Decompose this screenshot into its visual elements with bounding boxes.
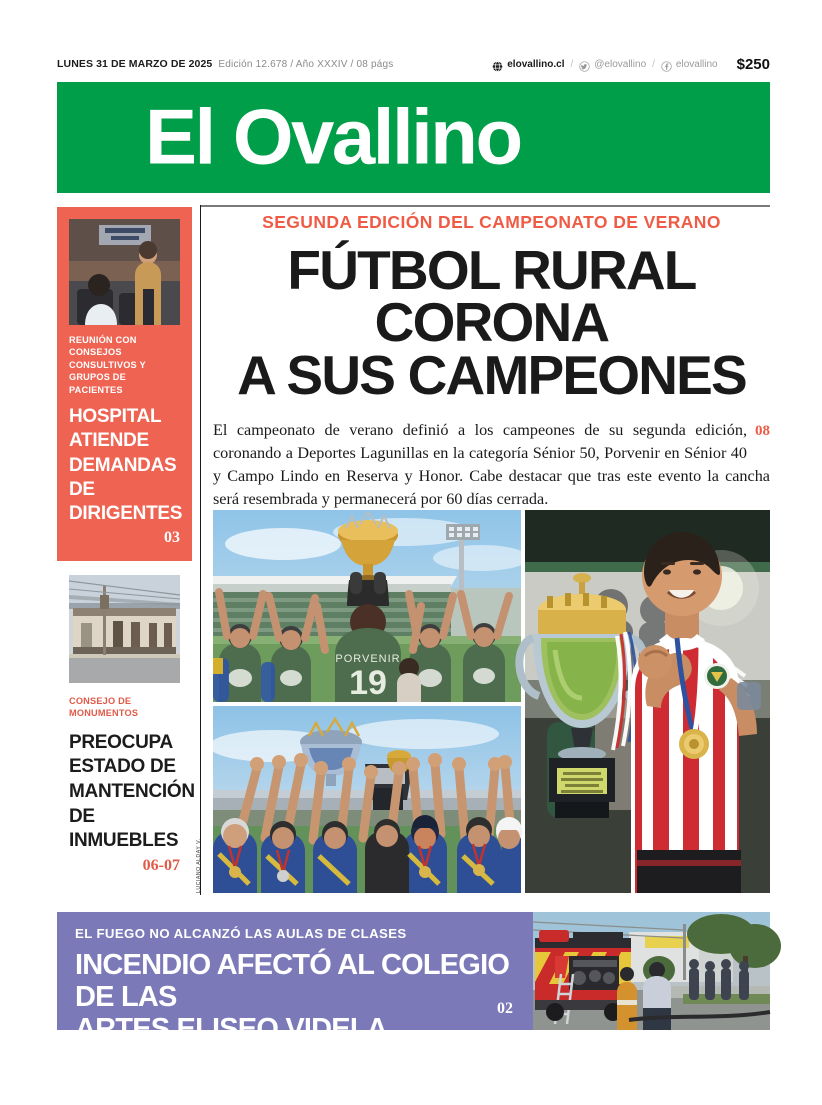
- banner-headline: [75, 950, 515, 1078]
- issue-info: [57, 58, 394, 70]
- sidebar-item-hospital[interactable]: [57, 207, 192, 561]
- main-lead-text: El campeonato de verano definió a los campeones de su segunda edición, coronando a Deportes Lagunillas en la categoría Sénior 50, Porvenir en Sénior 40 y Campo Lindo en Reserva y Honor. Cabe destacar que tras este evento la cancha será resembrada y permanecerá por 60 días cerrada.: [213, 420, 770, 508]
- main-headline: [213, 239, 770, 406]
- photo-credit: LUCIANO ALDAY V.: [196, 838, 202, 893]
- facebook-handle: elovallino: [675, 58, 718, 70]
- main-photo-montage: [196, 510, 770, 893]
- svg-text:PORVENIR: PORVENIR: [335, 653, 401, 665]
- sidebar-item-monumentos[interactable]: [57, 561, 195, 885]
- globe-icon: [492, 59, 503, 70]
- banner-text-block: [57, 912, 533, 1077]
- main-kicker: SEGUNDA EDICIÓN DEL CAMPEONATO DE VERANO: [262, 212, 721, 232]
- sidebar-page-hospital: 03: [164, 528, 180, 546]
- main-headline-line1: FÚTBOL RURAL CORONA: [287, 239, 696, 354]
- main-lead-paragraph: [213, 419, 770, 511]
- masthead: [57, 82, 770, 193]
- sidebar-kicker-monumentos: CONSEJO DE MONUMENTOS: [69, 695, 139, 719]
- banner-headline-line1: INCENDIO AFECTÓ AL COLEGIO DE LAS: [75, 949, 510, 1013]
- sidebar-photo-building: [69, 575, 180, 683]
- facebook-icon: [661, 59, 672, 70]
- sidebar-photo-meeting: [69, 219, 180, 325]
- banner-headline-line2: ARTES ELISEO VIDELA JORQUERA: [75, 1012, 386, 1077]
- social-links: [492, 56, 770, 73]
- twitter-link[interactable]: [579, 59, 646, 70]
- banner-photo-firetruck: [533, 912, 770, 1030]
- website-label: elovallino.cl: [507, 58, 565, 70]
- cover-price: $250: [736, 55, 770, 73]
- sidebar: [57, 207, 195, 885]
- bottom-banner-story[interactable]: [57, 912, 770, 1077]
- column-divider: [200, 205, 201, 895]
- banner-page-number: 02: [497, 1000, 513, 1017]
- svg-text:19: 19: [349, 664, 387, 702]
- sidebar-headline-hospital: HOSPITAL ATIENDE DEMANDAS DE DIRIGENTES: [69, 406, 183, 525]
- main-story[interactable]: [213, 212, 770, 511]
- photo-player-trophy: [525, 510, 770, 893]
- issue-date: LUNES 31 DE MARZO DE 2025: [57, 58, 213, 70]
- website-link[interactable]: [492, 59, 564, 70]
- sidebar-headline-monumentos: PREOCUPA ESTADO DE MANTENCIÓN DE INMUEBLES: [69, 731, 195, 852]
- twitter-icon: [579, 59, 590, 70]
- twitter-handle: @elovallino: [594, 58, 647, 70]
- main-page-number: 08: [755, 422, 770, 439]
- top-info-bar: [57, 52, 770, 76]
- separator-1: /: [570, 58, 574, 70]
- separator-2: /: [652, 58, 655, 70]
- newspaper-title: El Ovallino: [145, 91, 521, 180]
- facebook-link[interactable]: [661, 59, 718, 70]
- main-headline-line2: A SUS CAMPEONES: [237, 343, 746, 406]
- sidebar-page-monumentos: 06-07: [142, 856, 180, 874]
- photo-porvenir-team: [213, 510, 521, 702]
- masthead-rule: [201, 205, 770, 207]
- sidebar-kicker-hospital: REUNIÓN CON CONSEJOS CONSULTIVOS Y GRUPOS DE PACIENTES: [69, 335, 146, 395]
- issue-edition: Edición 12.678 / Año XXXIV / 08 págs: [218, 59, 394, 70]
- banner-kicker: EL FUEGO NO ALCANZÓ LAS AULAS DE CLASES: [75, 926, 407, 941]
- photo-senior-team: [196, 706, 521, 893]
